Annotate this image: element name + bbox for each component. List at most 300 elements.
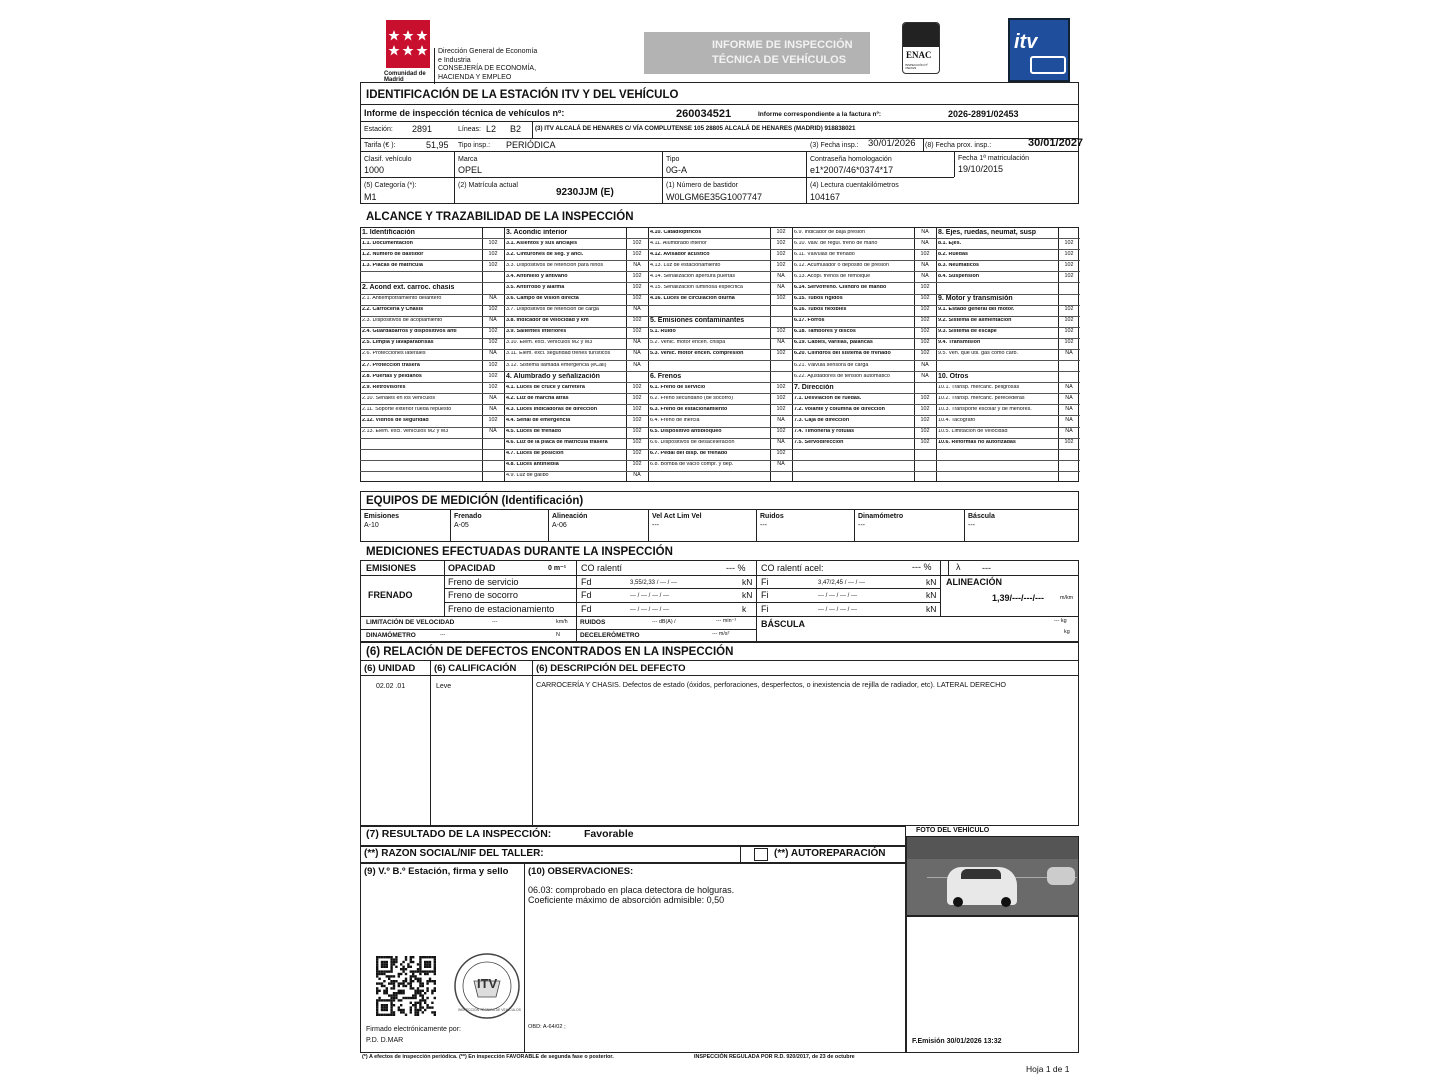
scale-kg-2: kg (1064, 629, 1070, 635)
issue-date: F.Emisión 30/01/2026 13:32 (912, 1038, 1002, 1045)
brake-fi-unit: kN (926, 603, 937, 614)
invoice-label: Informe correspondiente a la factura nº: (758, 111, 882, 118)
opacity-value: 0 m⁻¹ (548, 565, 567, 572)
scope-item: 4.6. Luz de la placa de matrícula trasera (506, 440, 608, 446)
brake-fi-label: Fi (761, 590, 769, 601)
category: M1 (364, 192, 377, 202)
scope-result: 102 (632, 394, 642, 401)
lambda-value: --- (982, 563, 991, 573)
scope-item: 9.4. Transmisión (938, 340, 981, 346)
scope-item: 8.4. Suspensión (938, 273, 980, 279)
defects-title: (6) RELACIÓN DE DEFECTOS ENCONTRADOS EN LA INSPECCIÓN (366, 646, 734, 658)
scope-result: 102 (776, 383, 786, 390)
scope-item: 6.17. Forros (794, 318, 825, 324)
scope-row-line (648, 471, 792, 472)
brake-fd-unit: k (742, 603, 747, 614)
scope-result: 102 (632, 250, 642, 257)
scope-item: 4.3. Luces indicadoras de dirección (506, 406, 598, 412)
scope-item: 2.4. Guardabarros y dispositivos anti (362, 329, 457, 335)
equipment-label: Emisiones (364, 513, 400, 520)
scope-item: 4.7. Luces de posición (506, 451, 564, 457)
scope-item: 8.1. Ejes. (938, 240, 962, 246)
equipment-id: --- (968, 522, 975, 529)
scope-item: 4.10. Catadióptricos (650, 229, 702, 235)
equipment-id: A-06 (552, 522, 567, 529)
brake-fi-unit: kN (926, 590, 937, 601)
scope-row-line (792, 415, 936, 416)
scope-result: NA (633, 261, 641, 268)
scope-item: 2.5. Limpia y lavaparabrisas (362, 340, 434, 346)
scope-row-line (792, 271, 936, 272)
scope-result: 102 (1064, 439, 1074, 446)
brake-fd-label: Fd (581, 576, 592, 587)
scope-item: 10.6. Reformas no autorizadas (938, 440, 1016, 446)
scope-result: NA (1065, 383, 1073, 390)
scope-item: 2.8. Puertas y peldaños (362, 373, 422, 379)
scope-item: 7.3. Caja de dirección (794, 417, 850, 423)
scope-item: 7.4. Timonería y rótulas (794, 429, 855, 435)
scope-columns (360, 227, 1079, 482)
scope-item: 3.4. Antihielo y antivaho (506, 273, 568, 279)
scope-row-line (936, 271, 1080, 272)
brand-label: Marca (458, 156, 478, 163)
scope-row-line (792, 360, 936, 361)
scope-item: 7. Dirección (794, 383, 834, 391)
scope-item: 6.7. Pedal del disp. de frenado (650, 451, 728, 457)
scope-result: 102 (776, 228, 786, 235)
scope-row-line (360, 371, 504, 372)
scope-item: 3.6. Campo de visión directa (506, 296, 579, 302)
scope-item: 2.6. Protecciones laterales (362, 351, 426, 357)
scope-item: 6.6. Dispositivos de desaceleración (650, 440, 735, 446)
tipo: 0G-A (666, 165, 688, 175)
scope-item: 10.3. Transporte escolar y de menores. (938, 406, 1032, 412)
scope-row-line (936, 338, 1080, 339)
equipment-id: A-05 (454, 522, 469, 529)
scope-row-line (360, 260, 504, 261)
scope-item: 1.1. Documentación (362, 240, 413, 246)
scale-kg-1: --- kg (1054, 618, 1067, 624)
page-number: Hoja 1 de 1 (1026, 1064, 1070, 1074)
tipo-label: Tipo (666, 156, 680, 163)
scope-result: 102 (1064, 306, 1074, 313)
scope-result: NA (633, 350, 641, 357)
scope-row-line (936, 393, 1080, 394)
opacity-label: OPACIDAD (448, 563, 496, 573)
class-label: Clasif. vehículo (364, 156, 412, 163)
scope-result: NA (921, 372, 929, 379)
scope-result: 102 (776, 328, 786, 335)
defect-col-desc: (6) DESCRIPCIÓN DEL DEFECTO (536, 663, 686, 674)
scope-row-line (360, 438, 504, 439)
scope-item: 4.9. Luz de gálibo (506, 473, 549, 479)
signed-by-label: Firmado electrónicamente por: (366, 1026, 461, 1033)
scope-result: 102 (632, 428, 642, 435)
scope-result: 102 (776, 394, 786, 401)
scope-row-line (648, 294, 792, 295)
result-label: (7) RESULTADO DE LA INSPECCIÓN: (366, 828, 552, 840)
observation-2: Coeficiente máximo de absorción admisible: 0,50 (528, 895, 725, 905)
scope-row-line (792, 438, 936, 439)
dept-line: HACIENDA Y EMPLEO (438, 73, 512, 81)
brake-fd-value: 3,55/2,33 / --- / --- (630, 579, 678, 586)
scope-row-line (504, 271, 648, 272)
scope-result: 102 (1064, 339, 1074, 346)
scope-row-line (504, 427, 648, 428)
scope-row-line (504, 349, 648, 350)
decel-label: DECELERÓMETRO (580, 632, 640, 639)
scope-item: 6.11. Válvulas de frenado (794, 251, 855, 257)
scope-row-line (792, 238, 936, 239)
scope-item: 2.11. Soporte exterior rueda repuesto (362, 406, 452, 412)
scope-result: 102 (488, 261, 498, 268)
scope-item: 3.11. Elem. excl. seguridad trenes turísticos (506, 351, 611, 357)
scope-result: 102 (776, 405, 786, 412)
itv-seal (452, 951, 522, 1021)
lambda-symbol: λ (956, 562, 961, 572)
co-accel-value: --- % (912, 562, 932, 572)
scope-result: 102 (920, 317, 930, 324)
scope-row-line (792, 316, 936, 317)
dyno-value: --- (440, 632, 446, 638)
observations-label: (10) OBSERVACIONES: (528, 866, 634, 877)
workshop-label: (**) RAZON SOCIAL/NIF DEL TALLER: (364, 848, 544, 859)
scope-row-line (504, 460, 648, 461)
identification-title: IDENTIFICACIÓN DE LA ESTACIÓN ITV Y DEL VEHÍCULO (366, 89, 679, 101)
scope-row-line (504, 438, 648, 439)
noise-rpm: --- min⁻¹ (716, 618, 737, 624)
scope-row-line (504, 471, 648, 472)
scope-item: 3. Acondic interior (506, 228, 568, 236)
scope-item: 9.5. Veh. que util. gas como carb. (938, 351, 1019, 357)
scope-item: 2.7. Protección trasera (362, 362, 420, 368)
scope-row-line (936, 260, 1080, 261)
scope-result: 102 (488, 339, 498, 346)
scope-item: 6.4. Freno de inercia (650, 417, 700, 423)
scope-item: 6.5. Dispositivo antibloqueo (650, 429, 722, 435)
scope-row-line (792, 393, 936, 394)
scope-row-line (648, 249, 792, 250)
scope-row-line (648, 338, 792, 339)
scope-result: 102 (488, 239, 498, 246)
scope-item: 8.3. Neumáticos (938, 262, 980, 268)
scope-item: 4.11. Alumbrado interior (650, 240, 707, 246)
scope-result: 102 (488, 328, 498, 335)
station: 2891 (412, 124, 433, 134)
footer-note: (*) A efectos de inspección periódica. (**) En inspección FAVORABLE de segunda fase o posterior. (362, 1054, 614, 1060)
scope-item: 6.2. Freno secundario (de socorro) (650, 395, 733, 401)
alignment-label: ALINEACIÓN (946, 577, 1002, 587)
scope-row-line (648, 238, 792, 239)
scope-result: NA (921, 228, 929, 235)
scope-result: NA (633, 339, 641, 346)
seal-text: ITV (477, 976, 498, 991)
scope-item: 2.9. Retrovisores (362, 384, 406, 390)
equipment-divider (854, 509, 855, 542)
scope-result: 102 (1064, 239, 1074, 246)
scope-item: 3.2. Cinturones de seg. y ancl. (506, 251, 584, 257)
scope-result: 102 (1064, 250, 1074, 257)
scope-result: 102 (632, 295, 642, 302)
scope-result: 102 (920, 283, 930, 290)
scope-result: NA (777, 416, 785, 423)
scope-result: NA (921, 272, 929, 279)
scope-result: 102 (776, 250, 786, 257)
scope-row-line (360, 360, 504, 361)
first-reg-label: Fecha 1ª matriculación (958, 155, 1030, 162)
defect-rating: Leve (436, 683, 452, 690)
scope-item: 10.5. Limitación de velocidad (938, 429, 1008, 435)
inspection-date: 30/01/2026 (868, 138, 916, 149)
scope-row-line (648, 282, 792, 283)
equipment-label: Vel Act Lim Vel (652, 513, 702, 520)
scope-row-line (648, 271, 792, 272)
scope-result: 102 (920, 428, 930, 435)
scope-item: 6.19. Cables, varillas, palancas (794, 340, 873, 346)
dept-line: Dirección General de Economía (438, 48, 538, 55)
scope-item: 4.1. Luces de cruce y carretera (506, 384, 585, 390)
scope-row-line (936, 471, 1080, 472)
scope-row-line (648, 415, 792, 416)
scope-result: 102 (632, 450, 642, 457)
scope-result: NA (489, 295, 497, 302)
scope-result: NA (1065, 394, 1073, 401)
scope-row-line (936, 404, 1080, 405)
scope-row-line (792, 460, 936, 461)
scope-item: 3.12. Sistema llamada emergencia (eCall) (506, 362, 607, 368)
scope-result: NA (777, 461, 785, 468)
next-date: 30/01/2027 (1028, 137, 1084, 149)
scope-item: 4.4. Señal de emergencia (506, 417, 571, 423)
scope-row-line (360, 449, 504, 450)
region-logo (384, 18, 432, 84)
scope-item: 2.10. Señales en los vehículos (362, 395, 436, 401)
scope-item: 6.1. Freno de servicio (650, 384, 706, 390)
scope-result: NA (1065, 416, 1073, 423)
scope-result: 102 (776, 295, 786, 302)
noise-value: --- dB(A) / (652, 619, 676, 625)
scope-row-line (648, 438, 792, 439)
scope-item: 6.9. Indicador de baja presión (794, 229, 866, 235)
defect-description: CARROCERÍA Y CHASIS. Defectos de estado (óxidos, perforaciones, desperfectos, o inexistencia de rejilla de radiador, etc). LATERAL DERECHO (536, 680, 1006, 689)
type-label: Tipo insp.: (458, 142, 491, 149)
scope-row-line (792, 449, 936, 450)
scope-column-divider (504, 227, 505, 482)
scope-result: 102 (920, 350, 930, 357)
scope-item: 2.3. Dispositivos de acoplamiento (362, 318, 443, 324)
scope-result: 102 (920, 306, 930, 313)
brake-name: Freno de estacionamiento (448, 603, 555, 614)
scope-row-line (504, 316, 648, 317)
homolog-label: Contraseña homologación (810, 156, 892, 163)
scope-result: 102 (776, 239, 786, 246)
scope-item: 3.3. Dispositivos de retención para niños (506, 262, 604, 268)
scope-row-line (504, 238, 648, 239)
report-no-label: Informe de inspección técnica de vehículos nº: (364, 108, 565, 118)
self-repair-checkbox[interactable] (754, 848, 768, 861)
scope-row-line (360, 415, 504, 416)
scope-result: NA (489, 317, 497, 324)
vehicle-photo (906, 836, 1079, 916)
alignment-unit: m/km (1060, 595, 1074, 601)
next-date-label: (8) Fecha prox. insp.: (925, 142, 992, 149)
brake-name: Freno de socorro (448, 590, 518, 601)
observation-1: 06.03: comprobado en placa detectora de holguras. (528, 885, 735, 895)
stamp-line: TÉCNICA DE VEHÍCULOS (712, 54, 847, 66)
scope-row-line (648, 360, 792, 361)
equipment-label: Alineación (552, 513, 588, 520)
inspection-type: PERIÓDICA (506, 140, 556, 150)
scope-row-line (936, 316, 1080, 317)
scope-row-line (360, 294, 504, 295)
lines-label: Líneas: (458, 126, 481, 133)
scope-result: NA (777, 439, 785, 446)
equipment-divider (648, 509, 649, 542)
scope-item: 3.1. Asientos y sus anclajes (506, 240, 578, 246)
scope-item: 6.12. Acumulador o depósito de presión (794, 262, 889, 268)
issue-box (906, 916, 1079, 1053)
scope-item: 3.8. Indicador de velocidad y km (506, 318, 589, 324)
brake-fi-unit: kN (926, 576, 937, 587)
scope-item: 4. Alumbrado y señalización (506, 372, 600, 380)
scope-item: 6.16. Tubos flexibles (794, 307, 847, 313)
fee: 51,95 (426, 140, 449, 150)
vehicle-class: 1000 (364, 165, 385, 175)
scope-result: NA (777, 339, 785, 346)
station-label: Estación: (364, 126, 393, 133)
scope-result: 102 (632, 405, 642, 412)
scope-result: 102 (632, 383, 642, 390)
scope-row-line (504, 282, 648, 283)
scope-item: 2.13. Elem. excl. vehículos M2 y M3 (362, 429, 449, 435)
scope-row-line (792, 282, 936, 283)
scope-row-line (360, 338, 504, 339)
scope-result: NA (921, 361, 929, 368)
scope-row-line (936, 449, 1080, 450)
braking-label: FRENADO (368, 590, 413, 600)
plate-label: (2) Matrícula actual (458, 182, 518, 189)
line-b: B2 (510, 124, 522, 134)
scope-result: 102 (632, 439, 642, 446)
scope-item: 5.3. Vehic. motor encen. compresión (650, 351, 744, 357)
scope-item: 9. Motor y transmisión (938, 295, 1013, 303)
scope-item: 6.18. Tambores y discos (794, 329, 856, 335)
scope-row-line (792, 349, 936, 350)
scope-item: 5.1. Ruido (650, 329, 676, 335)
scope-result: 102 (920, 439, 930, 446)
dept-line: CONSEJERÍA DE ECONOMÍA, (438, 65, 537, 72)
defect-col-rating: (6) CALIFICACIÓN (434, 663, 517, 674)
photo-label: FOTO DEL VEHÍCULO (916, 827, 990, 834)
scope-row-line (360, 471, 504, 472)
scope-row-line (792, 260, 936, 261)
scope-item: 5.2. Vehic. motor encen. chispa (650, 340, 726, 346)
scope-result: NA (921, 239, 929, 246)
scope-row-line (792, 305, 936, 306)
scope-row-line (504, 393, 648, 394)
equipment-label: Ruidos (760, 513, 784, 520)
qr-code (376, 956, 436, 1016)
dyno-label: DINAMÓMETRO (366, 632, 416, 639)
scope-item: 6.14. Servofreno. Cilindro de mando (794, 284, 887, 290)
scope-item: 6.20. Cilindros del sistema de frenado (794, 351, 891, 357)
scope-result: 102 (920, 295, 930, 302)
scope-row-line (360, 249, 504, 250)
scope-row-line (648, 260, 792, 261)
emissions-label: EMISIONES (366, 563, 417, 573)
scope-title: ALCANCE Y TRAZABILIDAD DE LA INSPECCIÓN (366, 211, 634, 223)
scope-result: 102 (488, 250, 498, 257)
scope-row-line (648, 327, 792, 328)
department-block (438, 48, 548, 82)
scope-item: 8. Ejes, ruedas, neumat, susp (938, 228, 1037, 236)
homologation: e1*2007/46*0374*17 (810, 165, 894, 175)
seal-ring-text: INSPECCIÓN TÉCNICA DE VEHÍCULOS (458, 1008, 521, 1012)
enac-logo (902, 22, 940, 74)
scope-row-line (648, 460, 792, 461)
scope-result: NA (489, 428, 497, 435)
scope-row-line (504, 382, 648, 383)
speed-limit-label: LIMITACIÓN DE VELOCIDAD (366, 619, 455, 626)
station-address: (3) ITV ALCALÁ DE HENARES C/ VÍA COMPLUTENSE 105 28805 ALCALÁ DE HENARES (MADRID) 918838021 (535, 125, 856, 132)
scope-row-line (792, 371, 936, 372)
scope-row-line (360, 427, 504, 428)
fee-label: Tarifa (€ ): (364, 142, 396, 149)
scope-row-line (648, 305, 792, 306)
scope-result: 102 (920, 250, 930, 257)
scope-row-line (648, 404, 792, 405)
scope-item: 6.8. Bomba de vacío compr. y dep. (650, 462, 734, 468)
scope-item: 7.2. Volante y columna de dirección (794, 406, 885, 412)
self-repair-label: (**) AUTOREPARACIÓN (774, 848, 886, 859)
vb-label: (9) V.º B.º Estación, firma y sello (364, 866, 509, 877)
scope-result: 102 (1064, 272, 1074, 279)
scope-row-line (792, 471, 936, 472)
brake-fi-label: Fi (761, 603, 769, 614)
scope-result: 102 (776, 428, 786, 435)
enac-label: ENAC (906, 50, 932, 60)
scope-result: 102 (632, 272, 642, 279)
brake-fi-value: --- / --- / --- / --- (818, 606, 857, 613)
scope-result: 102 (632, 317, 642, 324)
scope-item: 4.8. Luces antiniebla (506, 462, 559, 468)
scope-row-line (504, 294, 648, 295)
scope-result: 102 (632, 328, 642, 335)
scope-item: 5. Emisiones contaminantes (650, 317, 745, 325)
odometer-label: (4) Lectura cuentakilómetros (810, 182, 899, 189)
speed-limit-unit: km/h (556, 619, 568, 625)
scope-result: 102 (920, 394, 930, 401)
scope-item: 4.12. Avisador acústico (650, 251, 710, 257)
scope-item: 4.2. Luz de marcha atrás (506, 395, 569, 401)
equipment-label: Dinamómetro (858, 513, 904, 520)
inspection-report (360, 14, 1082, 1076)
scope-row-line (936, 427, 1080, 428)
category-label: (5) Categoría (*): (364, 182, 417, 189)
scope-result: NA (777, 272, 785, 279)
scope-result: 102 (920, 405, 930, 412)
footer-regulation: INSPECCIÓN REGULADA POR R.D. 920/2017, de 23 de octubre (694, 1054, 855, 1060)
scope-row-line (504, 415, 648, 416)
scope-row-line (504, 305, 648, 306)
equipment-id: --- (858, 522, 865, 529)
report-no: 260034521 (676, 108, 732, 120)
co-idle-label: CO ralentí (581, 563, 623, 573)
equipment-label: Frenado (454, 513, 482, 520)
brake-fd-value: --- / --- / --- / --- (630, 606, 669, 613)
scope-row-line (936, 460, 1080, 461)
scope-column-divider (936, 227, 937, 482)
